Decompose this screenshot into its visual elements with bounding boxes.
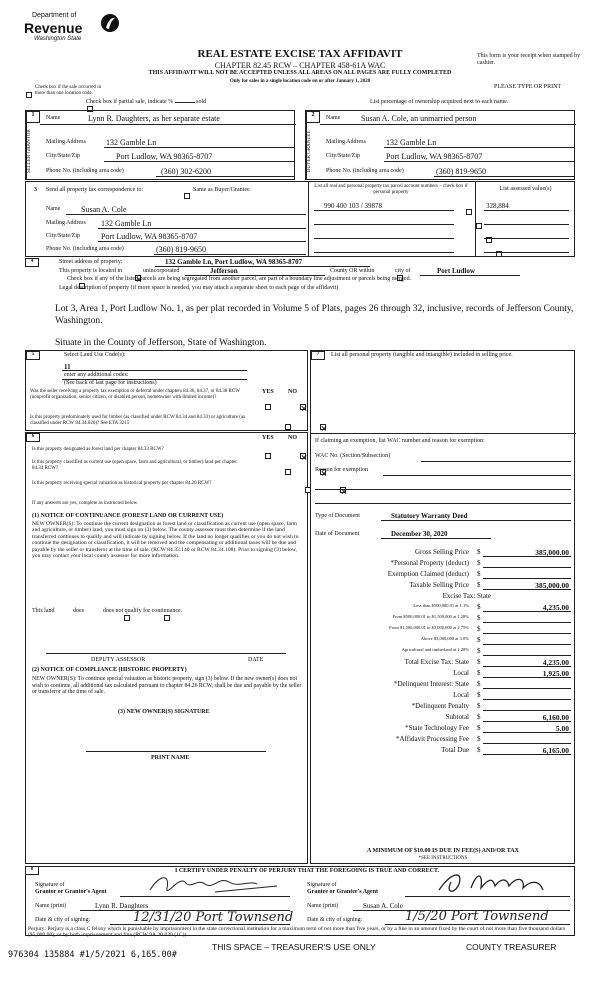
calc-row-currency: $	[477, 724, 481, 732]
grantor-sig-label2: Grantor or Grantor's Agent	[35, 889, 107, 895]
section-3-box	[25, 181, 575, 257]
s6-q2: Is this property classified as current use (open space, farm and agricultural, or timber) land per chapter 84.34 RCW?	[32, 460, 237, 471]
deputy-date-label: DATE	[248, 657, 264, 663]
s6-q3: Is this property receiving special valuation as historical property per chapter 84.26 RCW?	[32, 481, 212, 486]
certify-text: I CERTIFY UNDER PENALTY OF PERJURY THAT THE FOREGOING IS TRUE AND CORRECT.	[175, 868, 440, 874]
additional-codes-label: enter any additional codes:	[64, 372, 129, 378]
calc-row-currency: $	[477, 713, 481, 721]
calc-row	[311, 603, 576, 612]
form-title: REAL ESTATE EXCISE TAX AFFIDAVIT	[197, 48, 403, 60]
calc-row	[311, 735, 576, 744]
county-or-label: County OR within	[330, 268, 375, 274]
calc-row-currency: $	[477, 691, 481, 699]
form-warning: THIS AFFIDAVIT WILL NOT BE ACCEPTED UNLESS ALL AREAS ON ALL PAGES ARE FULLY COMPLETED	[148, 70, 452, 76]
notice1-title: (1) NOTICE OF CONTINUANCE (FOREST LAND OR CURRENT USE)	[32, 513, 224, 519]
this-land-label: This land	[32, 608, 55, 614]
doc-date[interactable]: December 30, 2020	[391, 530, 448, 538]
land-does-not-label: does not qualify for continuance.	[103, 608, 183, 614]
exemption-label: If claiming an exemption, list WAC number and reason for exemption:	[315, 438, 485, 444]
calc-row	[311, 713, 576, 722]
parcel-header: List all real and personal property tax parcel account numbers – check box if personal property	[314, 184, 468, 195]
calc-row	[311, 570, 576, 579]
calc-row-label: Local	[453, 669, 469, 677]
grantee-date-place[interactable]: 1/5/20 Port Townsend	[405, 909, 549, 924]
s6-no-label: NO	[288, 435, 297, 441]
grantor-name-label: Name (print)	[35, 903, 67, 909]
deputy-assessor-label: DEPUTY ASSESSOR	[91, 657, 146, 663]
grantor-printed-name[interactable]: Lynn R. Daughters	[95, 902, 149, 910]
calc-row-currency: $	[477, 603, 481, 611]
section-4	[25, 258, 575, 348]
seller-phone[interactable]: (360) 302-6200	[161, 167, 211, 176]
form-subtitle: CHAPTER 82.45 RCW – CHAPTER 458-61A WAC	[214, 61, 386, 70]
calc-row-label: Total Due	[441, 746, 469, 754]
partial-sale-text: Check box if partial sale, indicate %	[86, 99, 174, 105]
section-7-number: 7	[311, 351, 325, 360]
buyer-mailing[interactable]: 132 Gamble Ln	[386, 138, 437, 147]
minimum-due: A MINIMUM OF $10.00 IS DUE IN FEE(S) AND/OR TAX	[367, 848, 519, 854]
calc-row-label: Subtotal	[445, 713, 469, 721]
percentage-note: List percentage of ownership acquired next to each name.	[370, 99, 509, 105]
legal-description-label: Legal description of property (if more space is needed, you may attach a separate sheet to each page of the affidavit)	[59, 285, 339, 291]
doc-type[interactable]: Statutory Warranty Deed	[391, 512, 468, 520]
calc-row-label: Gross Selling Price	[414, 548, 469, 556]
buyer-name-label: Name	[326, 115, 341, 121]
s6-q1-no-checkbox[interactable]	[300, 453, 306, 459]
calc-row-label: Less than $500,000.01 at 1.1%	[413, 603, 469, 608]
land-use-label: Select Land Use Code(s):	[64, 352, 126, 358]
s5-yes-label: YES	[262, 389, 274, 395]
s5-q2: Is this property predominately used for timber (as classified under RCW 84.34 and 84.33) or agriculture (as classified under RCW 84.34.020)? See ETA 3215	[30, 415, 246, 426]
s3-city-label: City/State/Zip	[46, 233, 80, 239]
calc-row-currency: $	[477, 581, 481, 589]
s3-city[interactable]: Port Ludlow, WA 98365-8707	[101, 232, 198, 241]
treasurer-space: THIS SPACE – TREASURER'S USE ONLY	[212, 942, 376, 952]
seller-city[interactable]: Port Ludlow, WA 98365-8707	[116, 152, 213, 161]
calc-row-label: Taxable Selling Price	[409, 581, 469, 589]
print-name-label: PRINT NAME	[151, 755, 190, 761]
seller-phone-label: Phone No. (including area code)	[46, 168, 124, 174]
see-back-label: (See back of last page for instructions)	[64, 380, 157, 386]
calc-row	[311, 636, 576, 645]
section-1-box	[25, 110, 295, 180]
reason-label: Reason for exemption	[315, 467, 368, 473]
calc-row	[311, 680, 576, 689]
doc-date-label: Date of Document	[315, 531, 360, 537]
calc-row	[311, 581, 576, 590]
perjury-notice: Perjury: Perjury is a class C felony which is punishable by imprisonment in the state correctional institution for a maximum term of not more than five years, or by a fine in an amount fixed by the court of not more than five thousand dollars ($5,000.00), or by both imprisonment and fine (RCW 9A.20.020 (1C)).	[28, 926, 566, 939]
grantor-date-label: Date & city of signing:	[35, 917, 91, 923]
calc-row-label: Above $3,000,000 at 3.0%	[420, 636, 469, 641]
seller-side-label: SELLER GRANTOR	[26, 123, 40, 180]
street-address[interactable]: 132 Gamble Ln, Port Ludlow, WA 98365-8707	[165, 258, 303, 266]
located-in-label: This property is located in	[59, 268, 122, 274]
s5-q1-yes-checkbox[interactable]	[265, 404, 271, 410]
calc-row	[311, 625, 576, 634]
logo-line3: Washington State	[34, 36, 82, 42]
section-1-number: 1	[26, 111, 40, 123]
section-8-number: 8	[25, 866, 39, 875]
calc-row-value[interactable]: 1,925.00	[542, 669, 569, 678]
receipt-stamp: 976304 135884 #1/5/2021 6,165.00#	[8, 950, 177, 960]
receipt-note: This form is your receipt when stamped by cashier.	[477, 53, 581, 67]
street-label: Street address of property:	[59, 259, 123, 265]
buyer-side-label: BUYER GRANTEE	[306, 123, 320, 180]
calc-row	[311, 647, 576, 656]
s5-no-label: NO	[288, 389, 297, 395]
calc-row	[311, 614, 576, 623]
land-does-not-checkbox[interactable]	[164, 615, 170, 621]
calc-row-currency: $	[477, 669, 481, 677]
buyer-mailing-label: Mailing Address	[326, 139, 366, 145]
calc-row-currency: $	[477, 680, 481, 688]
calc-row	[311, 702, 576, 711]
notice2-text: NEW OWNER(S): To continue special valuation as historic property, sign (3) below. If the new owner(s) does not wish to continue, all additional tax calculated pursuant to chapter 84.26 RCW, shall be due and payable by the seller or transferor at the time of sale.	[32, 676, 302, 696]
dor-logo	[20, 8, 130, 48]
calc-row-value[interactable]: 6,165.00	[542, 746, 569, 755]
county-treasurer: COUNTY TREASURER	[466, 942, 557, 952]
grantee-name-label: Name (print)	[307, 903, 339, 909]
calc-row-value[interactable]: 4,235.00	[542, 603, 569, 612]
s3-mailing[interactable]: 132 Gamble Ln	[101, 219, 152, 228]
section-2-box	[305, 110, 575, 180]
form-only-use: Only for sales in a single location code on or after January 1, 2020	[229, 79, 371, 84]
calc-row-value[interactable]: 385,000.00	[535, 548, 569, 557]
calc-row-label: *Delinquent Interest: State	[393, 680, 469, 688]
s6-q1-yes-checkbox[interactable]	[265, 453, 271, 459]
personal-property-checkbox-1[interactable]	[466, 209, 472, 215]
seller-name-label: Name	[46, 115, 61, 121]
calc-row	[311, 658, 576, 667]
section-5-number: 5	[26, 351, 40, 360]
grantee-printed-name[interactable]: Susan A. Cole	[363, 902, 403, 910]
s3-mailing-label: Mailing Address	[46, 220, 86, 226]
calc-row-currency: $	[477, 658, 481, 666]
new-owner-signature-label: (3) NEW OWNER(S) SIGNATURE	[118, 709, 210, 715]
buyer-phone[interactable]: (360) 819-9650	[436, 167, 486, 176]
calc-row-label: From $1,500,000.01 to $3,000,000 at 2.75%	[389, 625, 469, 630]
grantee-sig-label1: Signature of	[307, 882, 337, 888]
section-7-box	[310, 350, 575, 864]
calc-row-label: *Delinquent Penalty	[411, 702, 469, 710]
personal-property-label: List all personal property (tangible and intangible) included in selling price.	[331, 352, 513, 358]
grantor-sig-label1: Signature of	[35, 882, 65, 888]
s6-yes-label: YES	[262, 435, 274, 441]
dor-emblem-icon	[100, 12, 120, 34]
calc-row-label: Local	[453, 691, 469, 699]
personal-property-checkbox-2[interactable]	[476, 223, 482, 229]
calc-row-value[interactable]: 4,235.00	[542, 658, 569, 667]
calc-row-currency: $	[477, 702, 481, 710]
same-as-buyer-checkbox[interactable]	[184, 193, 190, 199]
calc-row-currency: $	[477, 548, 481, 556]
seller-city-label: City/State/Zip	[46, 153, 80, 159]
same-as-buyer-label: Same as Buyer/Grantee	[193, 187, 250, 193]
calc-row	[311, 724, 576, 733]
calc-row	[311, 691, 576, 700]
assessed-header: List assessed value(s)	[499, 186, 552, 192]
see-instructions: *SEE INSTRUCTIONS	[418, 856, 468, 861]
grantor-signature[interactable]	[145, 872, 285, 898]
multi-location-checkbox[interactable]	[26, 92, 32, 98]
calc-row-label: *State Technology Fee	[405, 724, 469, 732]
doc-type-label: Type of Document	[315, 513, 360, 519]
city-of-label: city of	[395, 268, 411, 274]
calc-row-currency: $	[477, 735, 481, 743]
land-does-label: does	[73, 608, 84, 614]
please-type: PLEASE TYPE OR PRINT	[494, 84, 562, 90]
calc-row-label: *Affidavit Processing Fee	[396, 735, 469, 743]
s6-q1: Is this property designated as forest land per chapter 84.33 RCW?	[32, 447, 164, 452]
calc-row-value[interactable]: 6,160.00	[542, 713, 569, 722]
calc-row-label: Exemption Claimed (deduct)	[387, 570, 469, 578]
calc-row-currency: $	[477, 614, 481, 622]
boundary-label: Check box if any of the listed parcels are being segregated from another parcel, are part of a boundary line adjustment or parcels being merged.	[67, 276, 412, 282]
notice2-title: (2) NOTICE OF COMPLIANCE (HISTORIC PROPERTY)	[32, 667, 187, 673]
logo-line1: Department of	[32, 12, 77, 19]
calc-row-currency: $	[477, 570, 481, 578]
seller-name[interactable]: Lynn R. Daughters, as her separate estate	[88, 114, 220, 123]
excise-state-label: Excise Tax: State	[442, 592, 491, 600]
s6-q2-yes-checkbox[interactable]	[285, 469, 291, 475]
section-6-number: 6	[26, 433, 40, 442]
city-name[interactable]: Port Ludlow	[437, 267, 475, 275]
sold-text: sold	[196, 99, 207, 105]
s3-phone-label: Phone No. (including area code)	[46, 246, 124, 252]
calc-row-value[interactable]: 5.00	[555, 724, 569, 733]
grantee-sig-label2: Grantee or Grantee's Agent	[307, 889, 379, 895]
calc-row	[311, 669, 576, 678]
calc-row-currency: $	[477, 625, 481, 633]
grantor-date-place[interactable]: 12/31/20 Port Townsend	[133, 910, 294, 925]
legal-description-2[interactable]: Situate in the County of Jefferson, State of Washington.	[55, 338, 267, 348]
buyer-phone-label: Phone No. (including area code)	[326, 168, 404, 174]
calc-row-label: Total Excise Tax: State	[404, 658, 469, 666]
buyer-name[interactable]: Susan A. Cole, an unmarried person	[361, 114, 477, 123]
calc-row-label: Agricultural and timberland at 1.28%	[401, 647, 469, 652]
section-4-number: 4	[25, 258, 39, 267]
notice1-text: NEW OWNER(S): To continue the current designation as forest land or classification as current use (open space, farm and agriculture, or timber) land, you must sign on (3) below. The county assessor must then determine if the land transferred continues to qualify and will indicate by signing below. If the land no longer qualifies or you do not wish to continue the designation or classification, it will be removed and the compensating or additional taxes will be due and payable by the seller or transferor at the time of sale. (RCW 84.33.140 or RCW 84.34.108). Prior to signing (3) below, you may contact your local county assessor for more information.	[32, 521, 299, 560]
send-tax-label: Send all property tax correspondence to:	[46, 187, 144, 193]
section-6-box	[25, 432, 308, 864]
legal-description-1[interactable]: Lot 3, Area 1, Port Ludlow No. 1, as per plat recorded in Volume 5 of Plats, pages 26 through 32, inclusive, records of Jefferson County, Washington.	[55, 304, 574, 327]
calc-row-label: *Personal Property (deduct)	[390, 559, 469, 567]
multi-location-label: Check box if the sale occurred in more than one location code.	[35, 85, 102, 96]
section-3-number: 3	[34, 187, 37, 193]
buyer-city[interactable]: Port Ludlow, WA 98365-8707	[386, 152, 483, 161]
parcel-number[interactable]: 990 400 103 / 39878	[324, 202, 382, 210]
land-does-checkbox[interactable]	[124, 615, 130, 621]
calc-row-currency: $	[477, 636, 481, 644]
calc-row	[311, 559, 576, 568]
seller-mailing[interactable]: 132 Gamble Ln	[106, 138, 157, 147]
calc-row-label: From $500,000.01 to $1,500,000 at 1.28%	[392, 614, 469, 619]
grantee-signature[interactable]	[433, 868, 563, 898]
calc-row-currency: $	[477, 746, 481, 754]
calc-row	[311, 548, 576, 557]
seller-mailing-label: Mailing Address	[46, 139, 86, 145]
calc-row	[311, 746, 576, 755]
s3-name-label: Name	[46, 206, 61, 212]
s5-q2-yes-checkbox[interactable]	[285, 424, 291, 430]
calc-row-currency: $	[477, 647, 481, 655]
county-name[interactable]: Jefferson	[210, 267, 238, 275]
assessed-value[interactable]: 328,884	[486, 202, 509, 210]
s5-q1-no-checkbox[interactable]	[300, 404, 306, 410]
land-use-code[interactable]: 11	[64, 363, 71, 371]
s5-q1: Was the seller receiving a property tax exemption or deferral under chapters 84.36, 84.37, or 84.38 RCW (nonprofit organization, senior citizen, or disabled person, homeowner with limited income)?	[30, 389, 240, 400]
partial-sale-label	[86, 99, 286, 106]
wac-label: WAC No. (Section/Subsection)	[315, 453, 391, 459]
calc-row-value[interactable]: 385,000.00	[535, 581, 569, 590]
unincorporated-label: unincorporated	[143, 268, 180, 274]
section-2-number: 2	[306, 111, 320, 123]
s3-phone[interactable]: (360) 819-9650	[156, 245, 206, 254]
s6-if-any: If any answers are yes, complete as instructed below.	[32, 501, 139, 506]
s3-name[interactable]: Susan A. Cole	[81, 205, 127, 214]
buyer-city-label: City/State/Zip	[326, 153, 360, 159]
section-5-box	[25, 350, 308, 431]
calc-row-currency: $	[477, 559, 481, 567]
grantee-date-label: Date & city of signing:	[307, 917, 363, 923]
logo-line2: Revenue	[24, 20, 83, 36]
